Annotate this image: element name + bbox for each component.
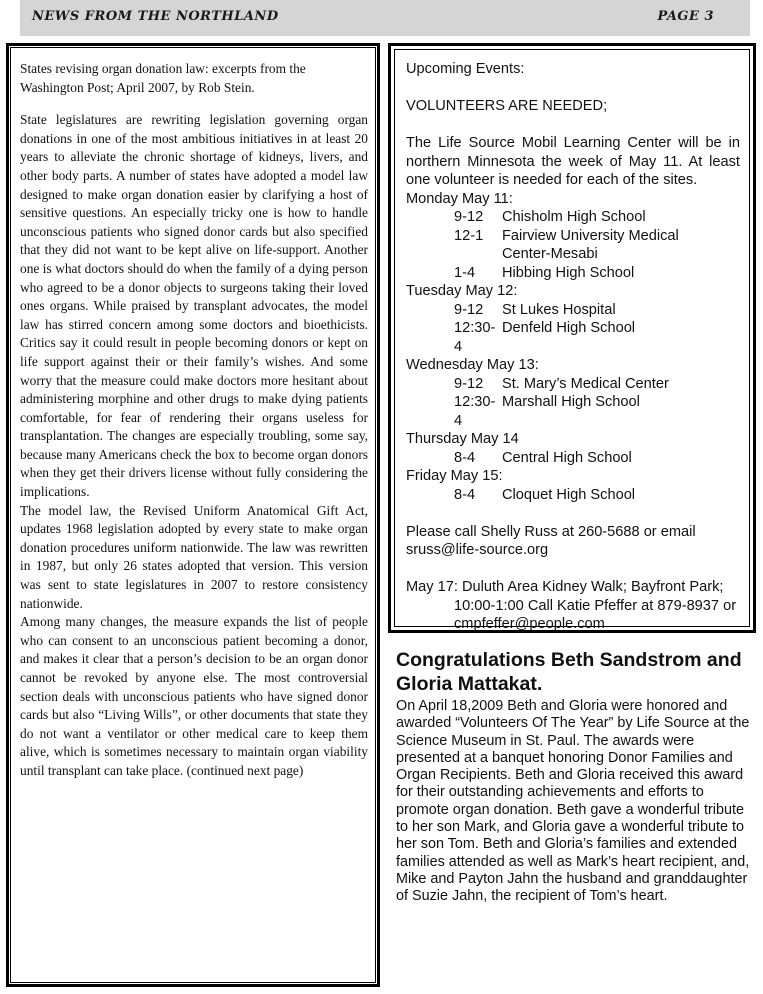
event-location: Marshall High School [502,394,640,410]
organ-donation-article [20,60,368,781]
event-location: Fairview University Medical [502,227,679,244]
event-item [406,208,740,227]
event-time: 8-4 [454,449,476,466]
event-schedule [406,190,740,505]
event-day: Tuesday May 12: [406,283,518,299]
event-location: Hibbing High School [502,264,635,281]
events-contact: Please call Shelly Russ at 260-5688 or email sruss@life-source.org [406,523,696,558]
events-title: Upcoming Events: [406,61,525,77]
article-paragraph-1: State legislatures are rewriting legislation governing organ donations in one of the most ambitious initiatives in at least 20 years to alleviate the chronic shortage of kidneys, livers, and other body parts. A number of states have adopted a model law designed to make organ donation easier by clarifying a host of sensitive questions. An especially tricky one is how to handle unconscious patients who signed donor cards but also specified that they did not want to be kept alive on life-support. Another one is what doctors should do when the family of a dying person who agreed to be a donor objects to surgeons taking their loved ones organs. While praised by transplant advocates, the model law has stirred concern among some doctors and bioethicists. Critics say it could result in people becoming donors or kept on life support against their or their family’s wishes. And some worry that the measure could make doctors more hesitant about administering morphine and other drugs to make dying patients comfortable, for fear of rendering their organs useless for transplantation. The changes are especially troubling, some say, because many Americans check the box to become organ donors when they get their drivers license without fully considering the implications. [20,112,368,500]
event-item [406,393,740,430]
event-time: 9-12 [454,209,484,225]
article-paragraph-3: Among many changes, the measure expands the list of people who can consent to an unconscious patient becoming a donor, and makes it clear that a person’s decision to be an organ donor cannot be revoked by anyone else. The most controversial section deals with unconscious patients who have signed donor cards but also “Living Wills”, or other documents that state they do not want a ventilator or other medical care to keep them alive, which is sometimes necessary to maintain organ viability until transplant can take place. (continued next page) [20,614,368,778]
event-day: Friday May 15: [406,468,503,484]
event-item [406,264,740,283]
event-time: 8-4 [454,486,476,503]
congratulations-body: On April 18,2009 Beth and Gloria were honored and awarded “Volunteers Of The Year” by Life Source at the Science Museum in St. Paul. The awards were presented at a banquet honoring Donor Families and Organ Recipients. Beth and Gloria received this award for their outstanding achievements and efforts to promote organ donation. Beth gave a wonderful tribute to her son Mark, and Gloria gave a wonderful tribute to her son Tom. Beth and Gloria’s families and extended families attended as well as Mark’s heart recipient, and, Mike and Payton Jahn the husband and granddaughter of Suzie Jahn, the recipient of Tom’s heart. [396,698,750,905]
event-day: Wednesday May 13: [406,357,539,373]
events-intro: The Life Source Mobil Learning Center will be in northern Minnesota the week of May 11. At least one volunteer is needed for each of the sites. [406,135,740,188]
congratulations-article [396,648,750,906]
event-location-continued: Center-Mesabi [502,246,598,262]
event-location: St Lukes Hospital [502,301,616,318]
kidney-walk: May 17: Duluth Area Kidney Walk; Bayfront Park; 10:00-1:00 Call Katie Pfeffer at 879-8937 or cmpfeffer@people.com [406,579,737,632]
upcoming-events [406,60,740,634]
page-number: PAGE 3 [657,9,714,24]
event-day: Monday May 11: [406,190,513,207]
event-time: 12-1 [454,227,484,244]
event-time: 12:30-4 [454,320,496,355]
event-time: 9-12 [454,301,484,318]
event-location: St. Mary’s Medical Center [502,375,669,392]
event-location: Denfeld High School [502,320,636,336]
event-location: Central High School [502,449,632,466]
event-location: Chisholm High School [502,209,646,225]
newsletter-title: NEWS FROM THE NORTHLAND [32,9,279,24]
article-paragraph-2: The model law, the Revised Uniform Anatomical Gift Act, updates 1968 legislation adopted by every state to make organ donation procedures uniform nationwide. The law was rewritten in 1987, but only 26 states adopted that version. This version was sent to state legislatures in 2007 to restore consistency nationwide. [20,502,368,611]
page-header [20,0,750,36]
congratulations-title: Congratulations Beth Sandstrom and Gloria Mattakat. [396,649,742,695]
volunteers-needed: VOLUNTEERS ARE NEEDED; [406,98,608,114]
article-intro: States revising organ donation law: excerpts from the Washington Post; April 2007, by Rob Stein. [20,61,306,95]
event-item [406,319,740,356]
event-time: 9-12 [454,375,484,392]
event-day: Thursday May 14 [406,431,519,447]
event-time: 1-4 [454,264,476,281]
event-item [406,301,740,320]
event-time: 12:30-4 [454,394,496,429]
event-item [406,486,740,505]
event-item [406,227,740,246]
event-item [406,449,740,468]
event-location: Cloquet High School [502,486,636,503]
event-item [406,375,740,394]
